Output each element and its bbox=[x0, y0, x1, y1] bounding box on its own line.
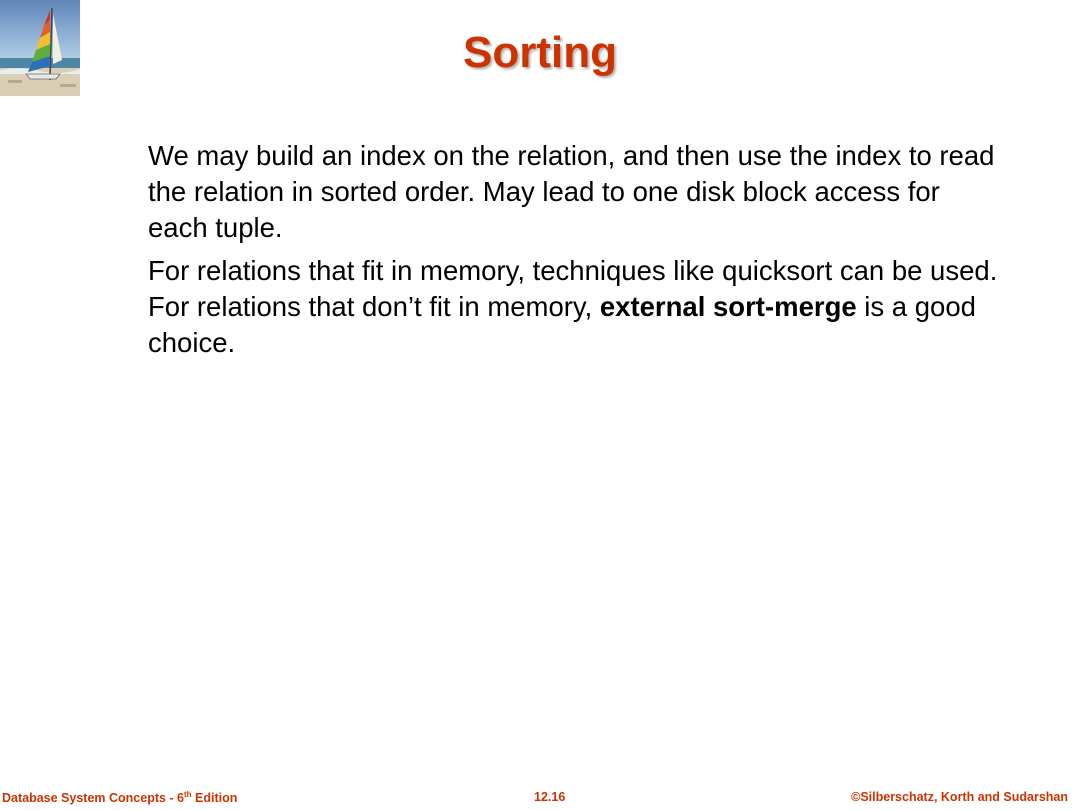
footer-edition-superscript: th bbox=[184, 790, 192, 799]
footer-book-title-suffix: Edition bbox=[191, 791, 238, 806]
paragraph-external-sort bbox=[148, 253, 998, 361]
footer-book-title-prefix: Database System Concepts - 6 bbox=[2, 791, 185, 806]
paragraph-text-after: is a good choice. bbox=[148, 291, 976, 358]
slide-number: 12.16 bbox=[534, 790, 566, 804]
paragraph-index-sorting: We may build an index on the relation, and then use the index to read the relation in sorted order. May lead to one disk block access for each tuple. bbox=[148, 140, 995, 243]
slide-title: Sorting bbox=[463, 28, 617, 77]
footer-copyright: ©Silberschatz, Korth and Sudarshan bbox=[851, 790, 1068, 804]
slide-body bbox=[148, 138, 998, 368]
slide-footer bbox=[0, 788, 1080, 808]
footer-book-title bbox=[2, 790, 237, 805]
paragraph-text-before: For relations that fit in memory, techniques like quicksort can be used. For relations that don’t fit in memory, bbox=[148, 255, 998, 322]
external-sort-merge-term: external sort-merge bbox=[599, 291, 857, 322]
